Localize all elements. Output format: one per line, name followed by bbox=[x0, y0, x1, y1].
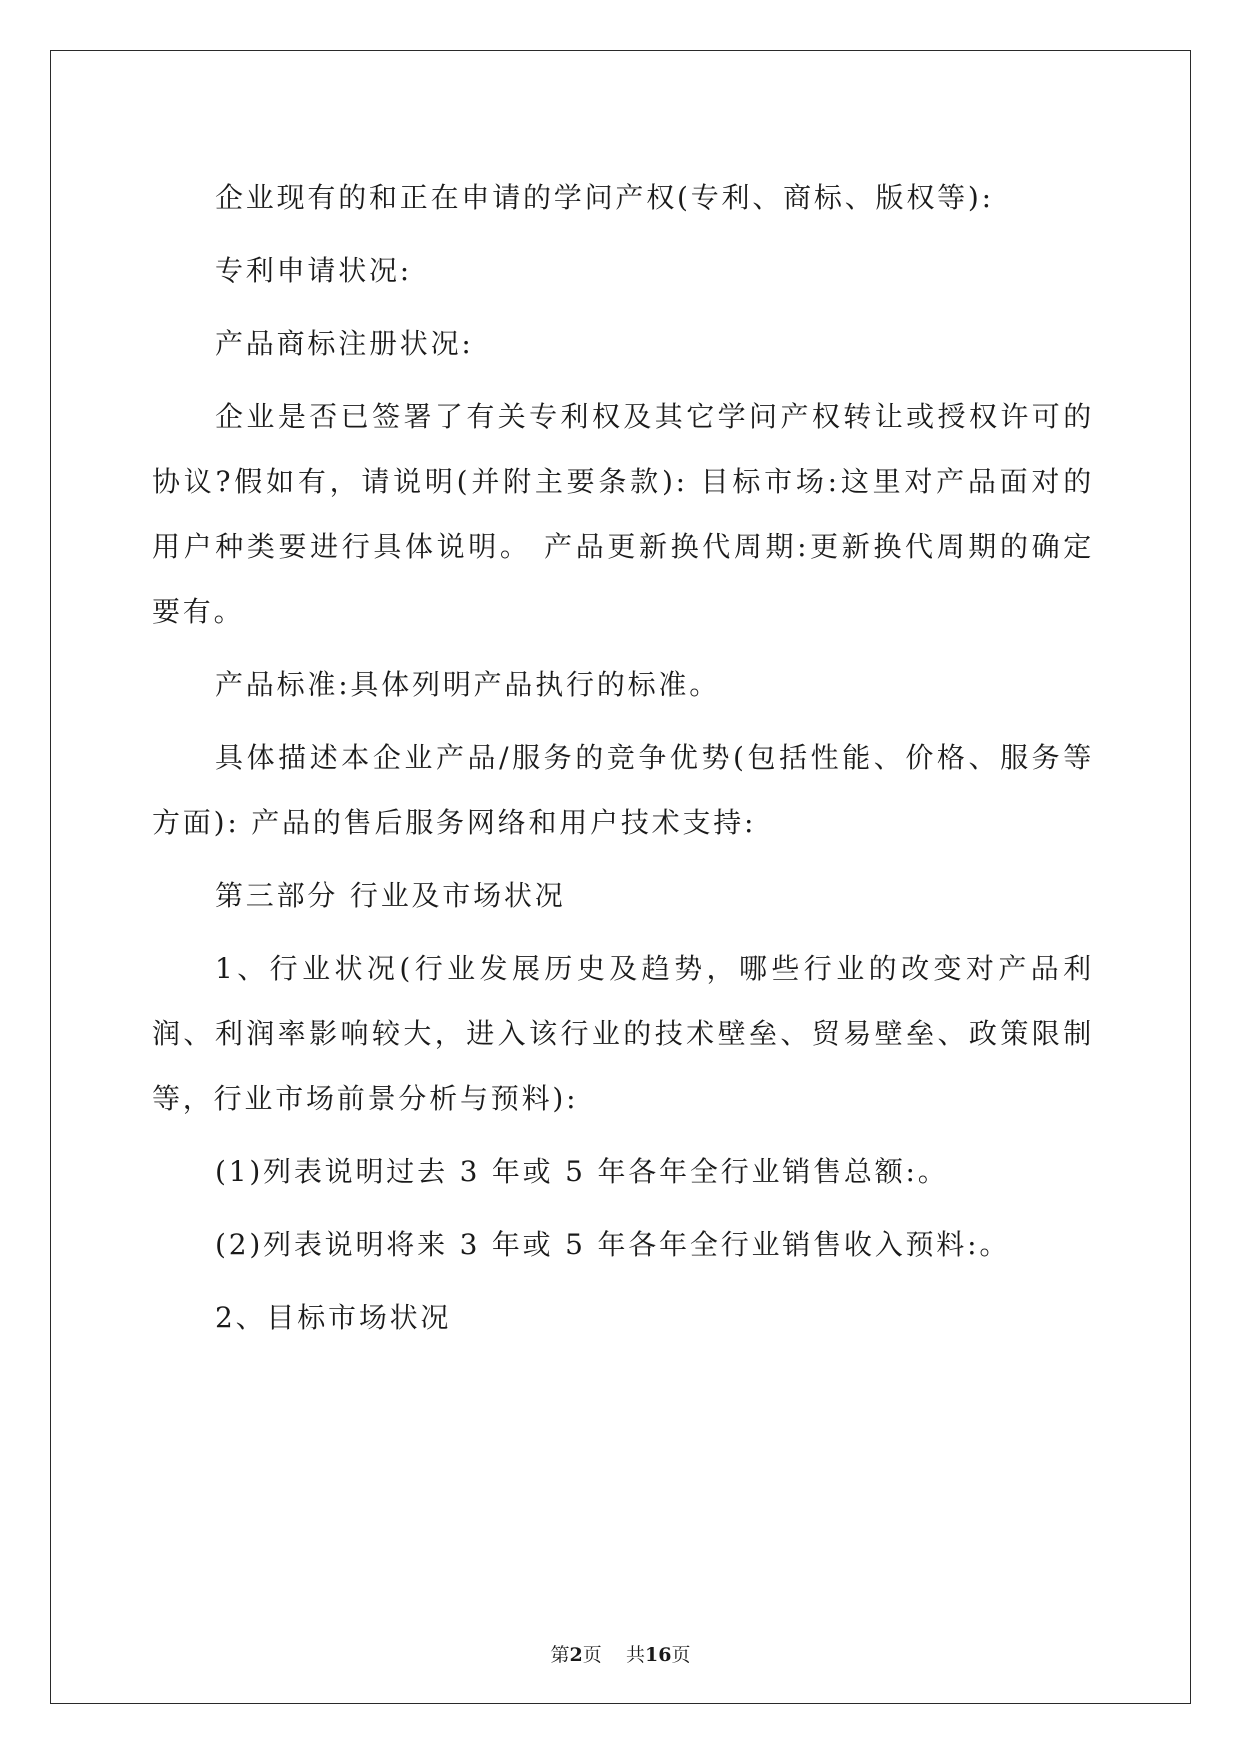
document-body bbox=[152, 165, 1094, 1358]
paragraph: (1)列表说明过去 3 年或 5 年各年全行业销售总额:。 bbox=[215, 1155, 949, 1188]
subsection-heading: 2、目标市场状况 bbox=[215, 1301, 452, 1334]
footer-total-prefix: 共 bbox=[625, 1644, 645, 1666]
paragraph: 1、行业状况(行业发展历史及趋势，哪些行业的改变对产品利润、利润率影响较大，进入该行业的技术壁垒、贸易壁垒、政策限制等，行业市场前景分析与预料): bbox=[152, 952, 1094, 1115]
paragraph: 产品标准:具体列明产品执行的标准。 bbox=[215, 668, 721, 701]
paragraph: 产品商标注册状况: bbox=[215, 327, 474, 360]
paragraph: 企业现有的和正在申请的学问产权(专利、商标、版权等): bbox=[215, 181, 994, 214]
current-page-number: 2 bbox=[569, 1644, 583, 1666]
paragraph: 具体描述本企业产品/服务的竞争优势(包括性能、价格、服务等方面): 产品的售后服务网络和用户技术支持: bbox=[152, 741, 1094, 839]
total-pages-number: 16 bbox=[644, 1644, 672, 1666]
paragraph: 专利申请状况: bbox=[215, 254, 413, 287]
footer-page-suffix: 页 bbox=[582, 1644, 602, 1666]
section-heading: 第三部分 行业及市场状况 bbox=[215, 879, 566, 912]
paragraph: 企业是否已签署了有关专利权及其它学问产权转让或授权许可的协议?假如有，请说明(并附主要条款): 目标市场:这里对产品面对的用户种类要进行具体说明。 产品更新换代周期:更新换代周期的确定要有。 bbox=[152, 400, 1094, 628]
paragraph: (2)列表说明将来 3 年或 5 年各年全行业销售收入预料:。 bbox=[215, 1228, 1011, 1261]
page-footer bbox=[0, 1643, 1241, 1667]
footer-prefix: 第 bbox=[550, 1644, 570, 1666]
footer-total-suffix: 页 bbox=[671, 1644, 691, 1666]
